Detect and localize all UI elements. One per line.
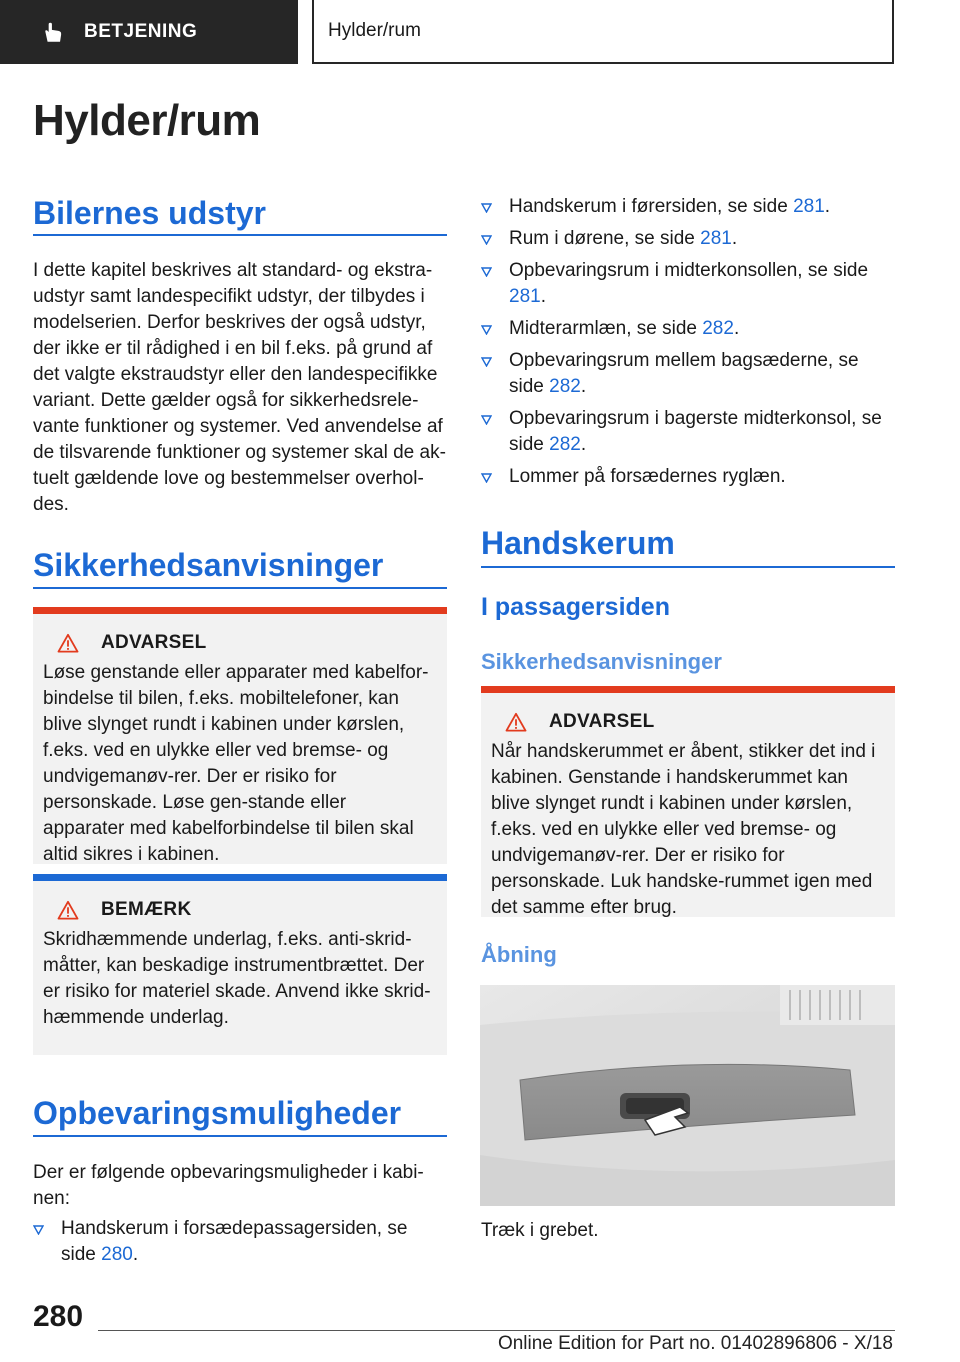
bullet-triangle-icon <box>481 325 492 335</box>
footer-rule <box>98 1330 895 1331</box>
page-link[interactable]: 281 <box>700 228 732 249</box>
page-link[interactable]: 280 <box>101 1244 133 1265</box>
warning-triangle-icon <box>57 633 79 653</box>
page-link[interactable]: 282 <box>549 376 581 397</box>
bullet-triangle-icon <box>481 235 492 245</box>
heading-sikkerhedsanvisninger: Sikkerhedsanvisninger <box>33 547 384 583</box>
section-tab <box>0 0 298 64</box>
bullet-triangle-icon <box>33 1225 44 1235</box>
subheading-sikkerhedsanvisninger: Sikkerhedsanvisninger <box>481 649 722 674</box>
list-item: Opbevaringsrum i midterkonsollen, se side 281. <box>481 258 895 310</box>
subheading-passagersiden: I passagersiden <box>481 593 670 621</box>
chapter-label: Hylder/rum <box>328 20 421 41</box>
heading-opbevaringsmuligheder: Opbevaringsmuligheder <box>33 1095 402 1131</box>
note-box <box>33 874 447 1055</box>
hand-pointer-icon <box>40 19 66 45</box>
page-link[interactable]: 282 <box>702 318 734 339</box>
list-item: Opbevaringsrum i bagerste midterkonsol, se side 282. <box>481 406 895 458</box>
page-title: Hylder/rum <box>33 96 261 145</box>
bullet-triangle-icon <box>481 267 492 277</box>
warning-box <box>33 607 447 864</box>
edition-footer: Online Edition for Part no. 01402896806 - X/18 <box>497 1333 893 1354</box>
heading-rule <box>33 587 447 589</box>
warning-label: ADVARSEL <box>549 711 655 732</box>
note-text: Skridhæmmende underlag, f.eks. anti-skrid-måtter, kan beskadige instrumentbrættet. Der er risiko for materiel skade. Anvend ikke skrid-hæmmende underlag. <box>43 929 431 1028</box>
bullet-triangle-icon <box>481 415 492 425</box>
page-link[interactable]: 281 <box>509 286 541 307</box>
warning-box <box>481 686 895 917</box>
warning-text: Når handskerummet er åbent, stikker det ind i kabinen. Genstande i handskerummet kan blive slynget rundt i kabinen under kørslen, f.eks. ved en ulykke eller ved bremse- og undvigemanøv-rer. Der er risiko for personskade. Luk handske-rummet igen med det samme efter brug. <box>491 741 876 918</box>
page-link[interactable]: 281 <box>793 196 825 217</box>
bullet-triangle-icon <box>481 203 492 213</box>
opbevaring-list <box>33 1216 447 1274</box>
page-link[interactable]: 282 <box>549 434 581 455</box>
glovebox-photo <box>480 985 895 1206</box>
list-item: Opbevaringsrum mellem bagsæderne, se side 282. <box>481 348 895 400</box>
heading-bilernes-udstyr: Bilernes udstyr <box>33 195 266 231</box>
bullet-triangle-icon <box>481 357 492 367</box>
chapter-tab <box>312 0 894 64</box>
list-item: Midterarmlæn, se side 282. <box>481 316 895 342</box>
warning-text: Løse genstande eller apparater med kabelfor-bindelse til bilen, f.eks. mobiltelefoner, kan blive slynget rundt i kabinen under kørslen, f.eks. ved en ulykke eller ved bremse- og undvigemanøv-rer. Der er risiko for personskade. Løse gen-stande eller apparater med kabelforbindelse til bilen skal altid sikres i kabinen. <box>43 662 429 865</box>
section-label: BETJENING <box>84 21 198 42</box>
heading-rule <box>481 566 895 568</box>
intro-paragraph: I dette kapitel beskrives alt standard- og ekstra-udstyr samt landespecifikt udstyr, der tilbydes i modelserien. Derfor beskrives der også udstyr, der ikke er til rådighed i en bil f.eks. på grund af det valgte ekstraudstyr eller den landespecifikke variant. Dette gælder også for sikkerhedsrele-vante funktioner og systemer. Ved anvendelse af de tilsvarende funktioner og systemer skal de ak-tuelt gældende love og bestemmelser overhol-des. <box>33 260 446 515</box>
opbevaring-list-continued <box>481 194 895 496</box>
list-item: Rum i dørene, se side 281. <box>481 226 895 252</box>
list-item: Lommer på forsædernes ryglæn. <box>481 464 895 490</box>
list-item: Handskerum i forsædepassagersiden, se side 280. <box>33 1216 447 1268</box>
note-label: BEMÆRK <box>101 899 192 920</box>
bullet-triangle-icon <box>481 473 492 483</box>
heading-handskerum: Handskerum <box>481 525 675 561</box>
warning-label: ADVARSEL <box>101 632 207 653</box>
warning-triangle-icon <box>505 712 527 732</box>
glovebox-illustration <box>480 985 895 1206</box>
page-number: 280 <box>33 1300 84 1333</box>
heading-rule <box>33 1135 447 1137</box>
photo-caption: Træk i grebet. <box>481 1220 599 1241</box>
list-item: Handskerum i førersiden, se side 281. <box>481 194 895 220</box>
opbevaring-intro: Der er følgende opbevaringsmuligheder i kabi-nen: <box>33 1162 424 1209</box>
note-triangle-icon <box>57 900 79 920</box>
subheading-aabning: Åbning <box>481 942 557 967</box>
heading-rule <box>33 234 447 236</box>
